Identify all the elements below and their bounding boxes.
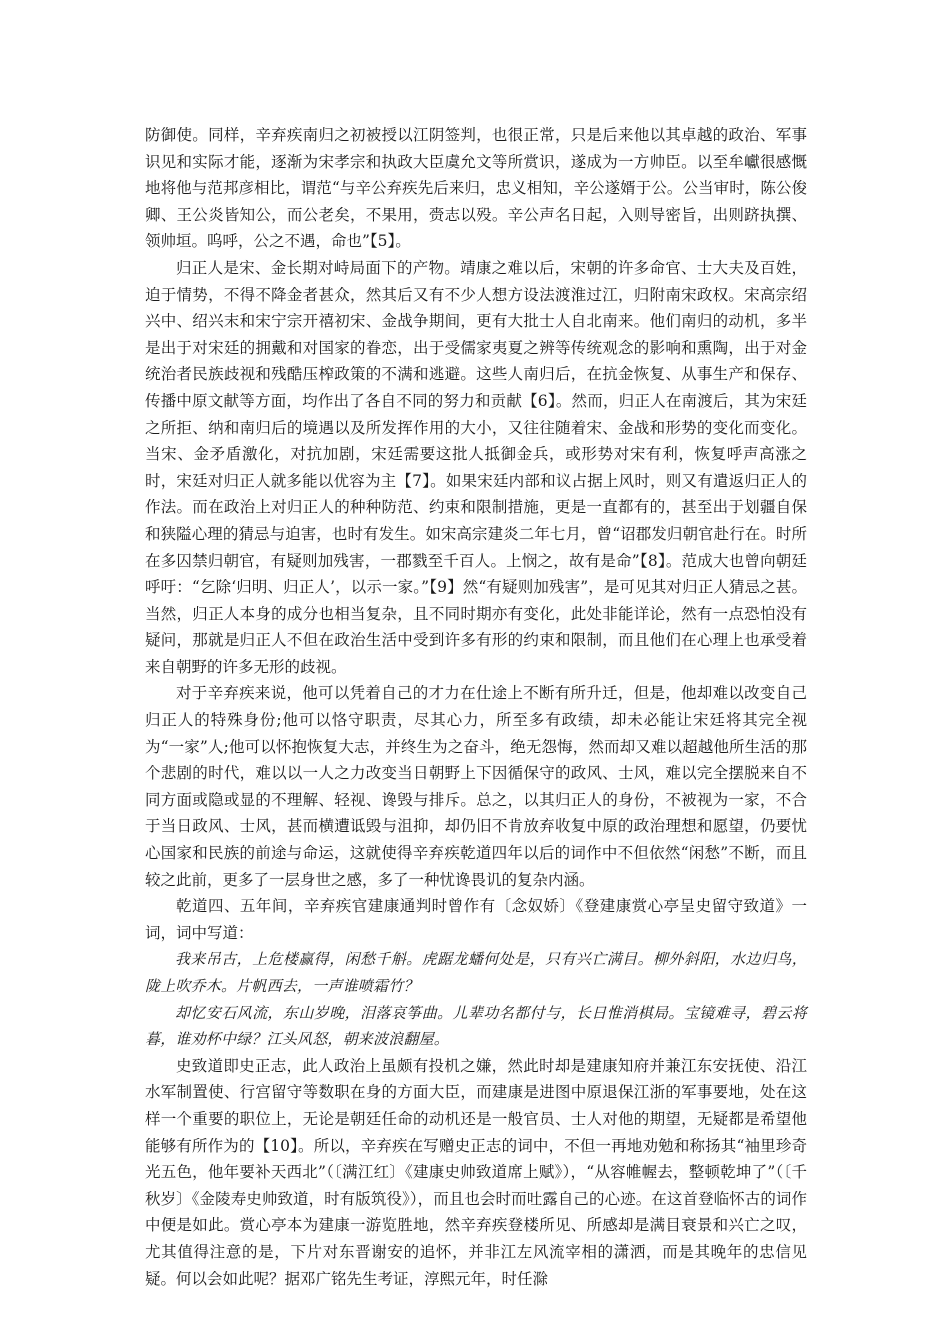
poem-stanza-1: 我来吊古，上危楼赢得，闲愁千斛。虎踞龙蟠何处是，只有兴亡满目。柳外斜阳，水边归鸟，陇上吹乔木。片帆西去，一声谁喷霜竹？	[145, 950, 807, 995]
paragraph-3: 对于辛弃疾来说，他可以凭着自己的才力在仕途上不断有所升迁，但是，他却难以改变自己归正人的特殊身份;他可以恪守职责，尽其心力，所至多有政绩，却未必能让宋廷将其完全视为“一家”人;他可以怀抱恢复大志，并终生为之奋斗，绝无怨悔，然而却又难以超越他所生活的那个悲剧的时代，难以以一人之力改变当日朝野上下因循保守的政风、士风，难以完全摆脱来自不同方面或隐或显的不理解、轻视、谗毁与排斥。总之，以其归正人的身份，不被视为一家，不合于当日政风、士风，甚而横遭诋毁与沮抑，却仍旧不肯放弃收复中原的政治理想和愿望，仍要忧心国家和民族的前途与命运，这就使得辛弃疾乾道四年以后的词作中不但依然“闲愁”不断，而且较之此前，更多了一层身世之感，多了一种忧谗畏讥的复杂内涵。	[145, 684, 807, 889]
paragraph-5: 史致道即史正志，此人政治上虽颇有投机之嫌，然此时却是建康知府并兼江东安抚使、沿江水军制置使、行宫留守等数职在身的方面大臣，而建康是进图中原退保江浙的军事要地，处在这样一个重要的职位上，无论是朝廷任命的动机还是一般官员、士人对他的期望，无疑都是希望他能够有所作为的【10】。所以，辛弃疾在写赠史正志的词中，不但一再地劝勉和称扬其“袖里珍奇光五色，他年要补天西北”（〔满江红〕《建康史帅致道席上赋》），“从容帷幄去，整顿乾坤了”（〔千秋岁〕《金陵寿史帅致道，时有版筑役》），而且也会时而吐露自己的心迹。在这首登临怀古的词作中便是如此。赏心亭本为建康一游览胜地，然辛弃疾登楼所见、所感却是满目衰景和兴亡之叹，尤其值得注意的是，下片对东晋谢安的追怀，并非江左风流宰相的潇洒，而是其晚年的忠信见疑。何以会如此呢？据邓广铭先生考证，淳熙元年，时任滁	[145, 1056, 807, 1288]
paragraph-4: 乾道四、五年间，辛弃疾官建康通判时曾作有〔念奴娇〕《登建康赏心亭呈史留守致道》一词，词中写道：	[145, 897, 807, 942]
document-body	[145, 122, 807, 1292]
paragraph-1: 防御使。同样，辛弃疾南归之初被授以江阴签判，也很正常，只是后来他以其卓越的政治、军事识见和实际才能，逐渐为宋孝宗和执政大臣虞允文等所赏识，遂成为一方帅臣。以至牟巘很感慨地将他与范邦彦相比，谓范“与辛公弃疾先后来归，忠义相知，辛公遂婿于公。公当审时，陈公俊卿、王公炎皆知公，而公老矣，不果用，赍志以殁。辛公声名日起，入则导密旨，出则跻执撰、领帅垣。呜呼，公之不遇，命也”【5】。	[145, 126, 807, 251]
poem-stanza-2: 却忆安石风流，东山岁晚，泪落哀筝曲。儿辈功名都付与，长日惟消棋局。宝镜难寻，碧云将暮，谁劝杯中绿？江头风怒，朝来波浪翻屋。	[145, 1003, 807, 1049]
paragraph-2: 归正人是宋、金长期对峙局面下的产物。靖康之难以后，宋朝的许多命官、士大夫及百姓，迫于情势，不得不降金者甚众，然其后又有不少人想方设法渡淮过江，归附南宋政权。宋高宗绍兴中、绍兴末和宋宁宗开禧初宋、金战争期间，更有大批士人自北南来。他们南归的动机，多半是出于对宋廷的拥戴和对国家的眷恋，出于受儒家夷夏之辨等传统观念的影响和熏陶，出于对金统治者民族歧视和残酷压榨政策的不满和逃避。这些人南归后，在抗金恢复、从事生产和保存、传播中原文献等方面，均作出了各自不同的努力和贡献【6】。然而，归正人在南渡后，其为宋廷之所拒、纳和南归后的境遇以及所发挥作用的大小，又往往随着宋、金战和形势的变化而变化。当宋、金矛盾激化，对抗加剧，宋廷需要这批人抵御金兵，或形势对宋有利，恢复呼声高涨之时，宋廷对归正人就多能以优容为主【7】。如果宋廷内部和议占据上风时，则又有遣返归正人的作法。而在政治上对归正人的种种防范、约束和限制措施，更是一直都有的，甚至出于划疆自保和狭隘心理的猜忌与迫害，也时有发生。如宋高宗建炎二年七月，曾“诏郡发归朝官赴行在。时所在多囚禁归朝官，有疑则加残害，一郡戮至千百人。上悯之，故有是命”【8】。范成大也曾向朝廷呼吁：“乞除‘归明、归正人’，以示一家。”【9】然“有疑则加残害”，是可见其对归正人猜忌之甚。当然，归正人本身的成分也相当复杂，且不同时期亦有变化，此处非能详论，然有一点恐怕没有疑问，那就是归正人不但在政治生活中受到许多有形的约束和限制，而且他们在心理上也承受着来自朝野的许多无形的歧视。	[145, 258, 807, 676]
